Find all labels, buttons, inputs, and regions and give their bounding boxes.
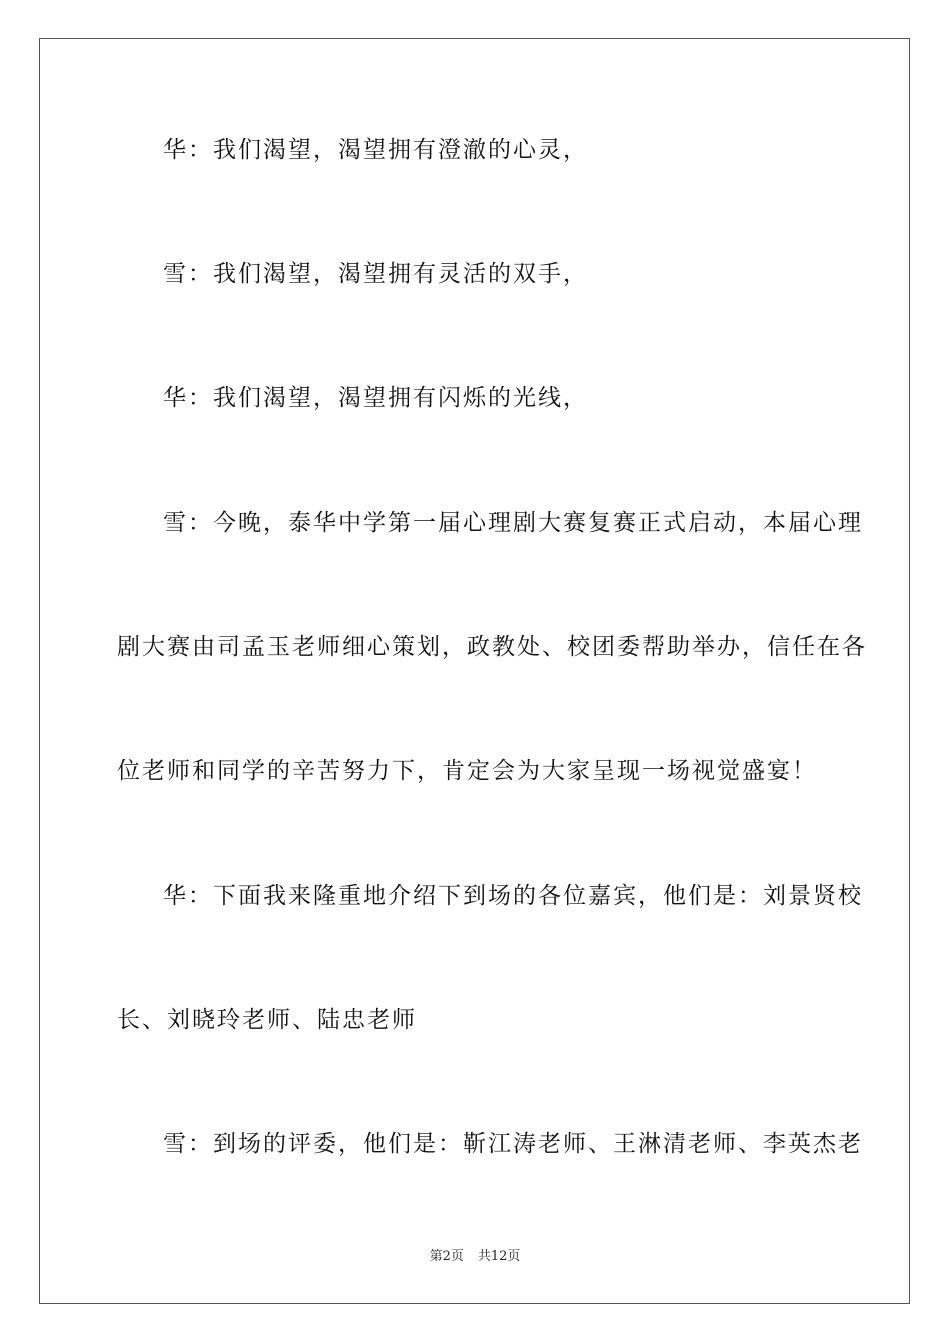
dialogue-line: 剧大赛由司孟玉老师细心策划，政教处、校团委帮助举办，信任在各 (117, 634, 867, 660)
dialogue-line: 雪：我们渴望，渴望拥有灵活的双手， (163, 261, 588, 287)
dialogue-line: 华：下面我来隆重地介绍下到场的各位嘉宾，他们是：刘景贤校 (163, 883, 863, 909)
dialogue-line: 位老师和同学的辛苦努力下，肯定会为大家呈现一场视觉盛宴！ (117, 758, 817, 784)
dialogue-line: 华：我们渴望，渴望拥有闪烁的光线， (163, 385, 588, 411)
dialogue-line: 雪：到场的评委，他们是：靳江涛老师、王淋清老师、李英杰老 (163, 1131, 863, 1157)
page-number: 第2页 (429, 1249, 464, 1264)
page-total: 共12页 (477, 1249, 521, 1264)
dialogue-line: 雪：今晚，泰华中学第一届心理剧大赛复赛正式启动，本届心理 (163, 510, 863, 536)
dialogue-line: 华：我们渴望，渴望拥有澄澈的心灵， (163, 137, 588, 163)
page-footer (0, 1248, 950, 1266)
page-frame (39, 38, 910, 1304)
dialogue-line: 长、刘晓玲老师、陆忠老师 (117, 1007, 417, 1033)
